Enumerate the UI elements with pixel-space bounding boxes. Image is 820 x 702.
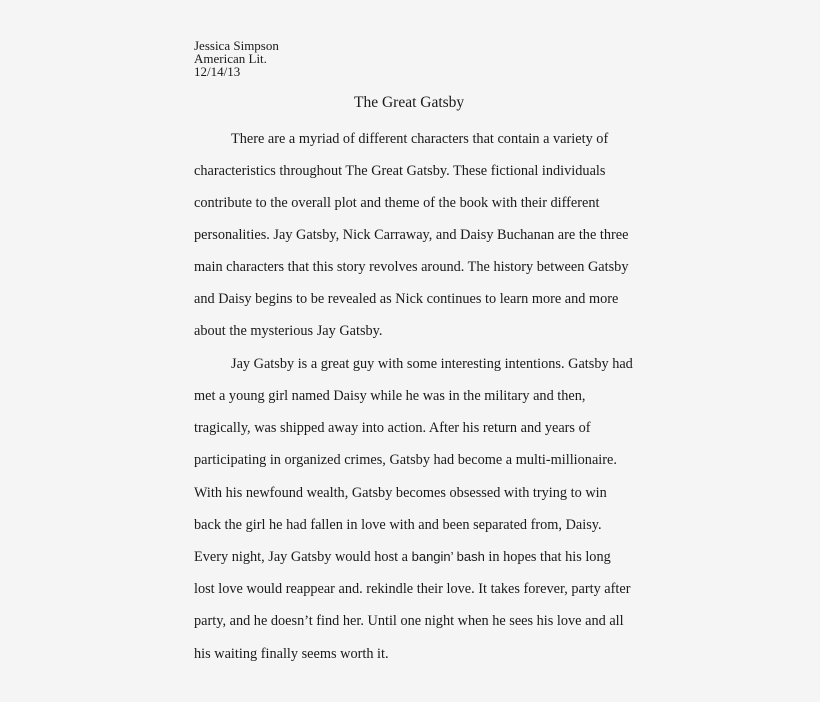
author-name: Jessica Simpson [194,38,279,53]
paragraph-2-line-8: lost love would reappear and. rekindle their love. It takes forever, party after [194,581,631,597]
paragraph-2-line-2: met a young girl named Daisy while he was in the military and then, [194,388,586,404]
paragraph-2-line-10: his waiting finally seems worth it. [194,646,389,662]
paragraph-2-line-1: Jay Gatsby is a great guy with some interesting intentions. Gatsby had [231,356,633,372]
paragraph-2-line-9: party, and he doesn’t find her. Until one night when he sees his love and all [194,613,624,629]
paragraph-1-line-1: There are a myriad of different characters that contain a variety of [231,131,609,147]
paragraph-1-line-3: contribute to the overall plot and theme of the book with their different [194,195,600,211]
paragraph-2-line-5: With his newfound wealth, Gatsby becomes obsessed with trying to win [194,485,607,501]
paragraph-2-line-7 [194,548,611,566]
course-name: American Lit. [194,51,267,66]
paragraph-2-line-4: participating in organized crimes, Gatsby had become a multi-millionaire. [194,452,617,468]
sans-font-run: bangin’ bash [411,549,485,564]
paragraph-2-line-6: back the girl he had fallen in love with and been separated from, Daisy. [194,517,602,533]
document-date: 12/14/13 [194,64,241,79]
document-header [194,39,279,78]
line-text-after: in hopes that his long [484,549,611,565]
paragraph-1-line-6: and Daisy begins to be revealed as Nick continues to learn more and more [194,291,619,307]
document-title: The Great Gatsby [354,94,465,111]
paragraph-1-line-4: personalities. Jay Gatsby, Nick Carraway, and Daisy Buchanan are the three [194,227,629,243]
paragraph-1-line-7: about the mysterious Jay Gatsby. [194,323,383,339]
paragraph-1-line-2: characteristics throughout The Great Gatsby. These fictional individuals [194,163,606,179]
paragraph-2-line-3: tragically, was shipped away into action. After his return and years of [194,420,591,436]
paragraph-1-line-5: main characters that this story revolves around. The history between Gatsby [194,259,629,275]
line-text-before: Every night, Jay Gatsby would host a [194,549,412,565]
